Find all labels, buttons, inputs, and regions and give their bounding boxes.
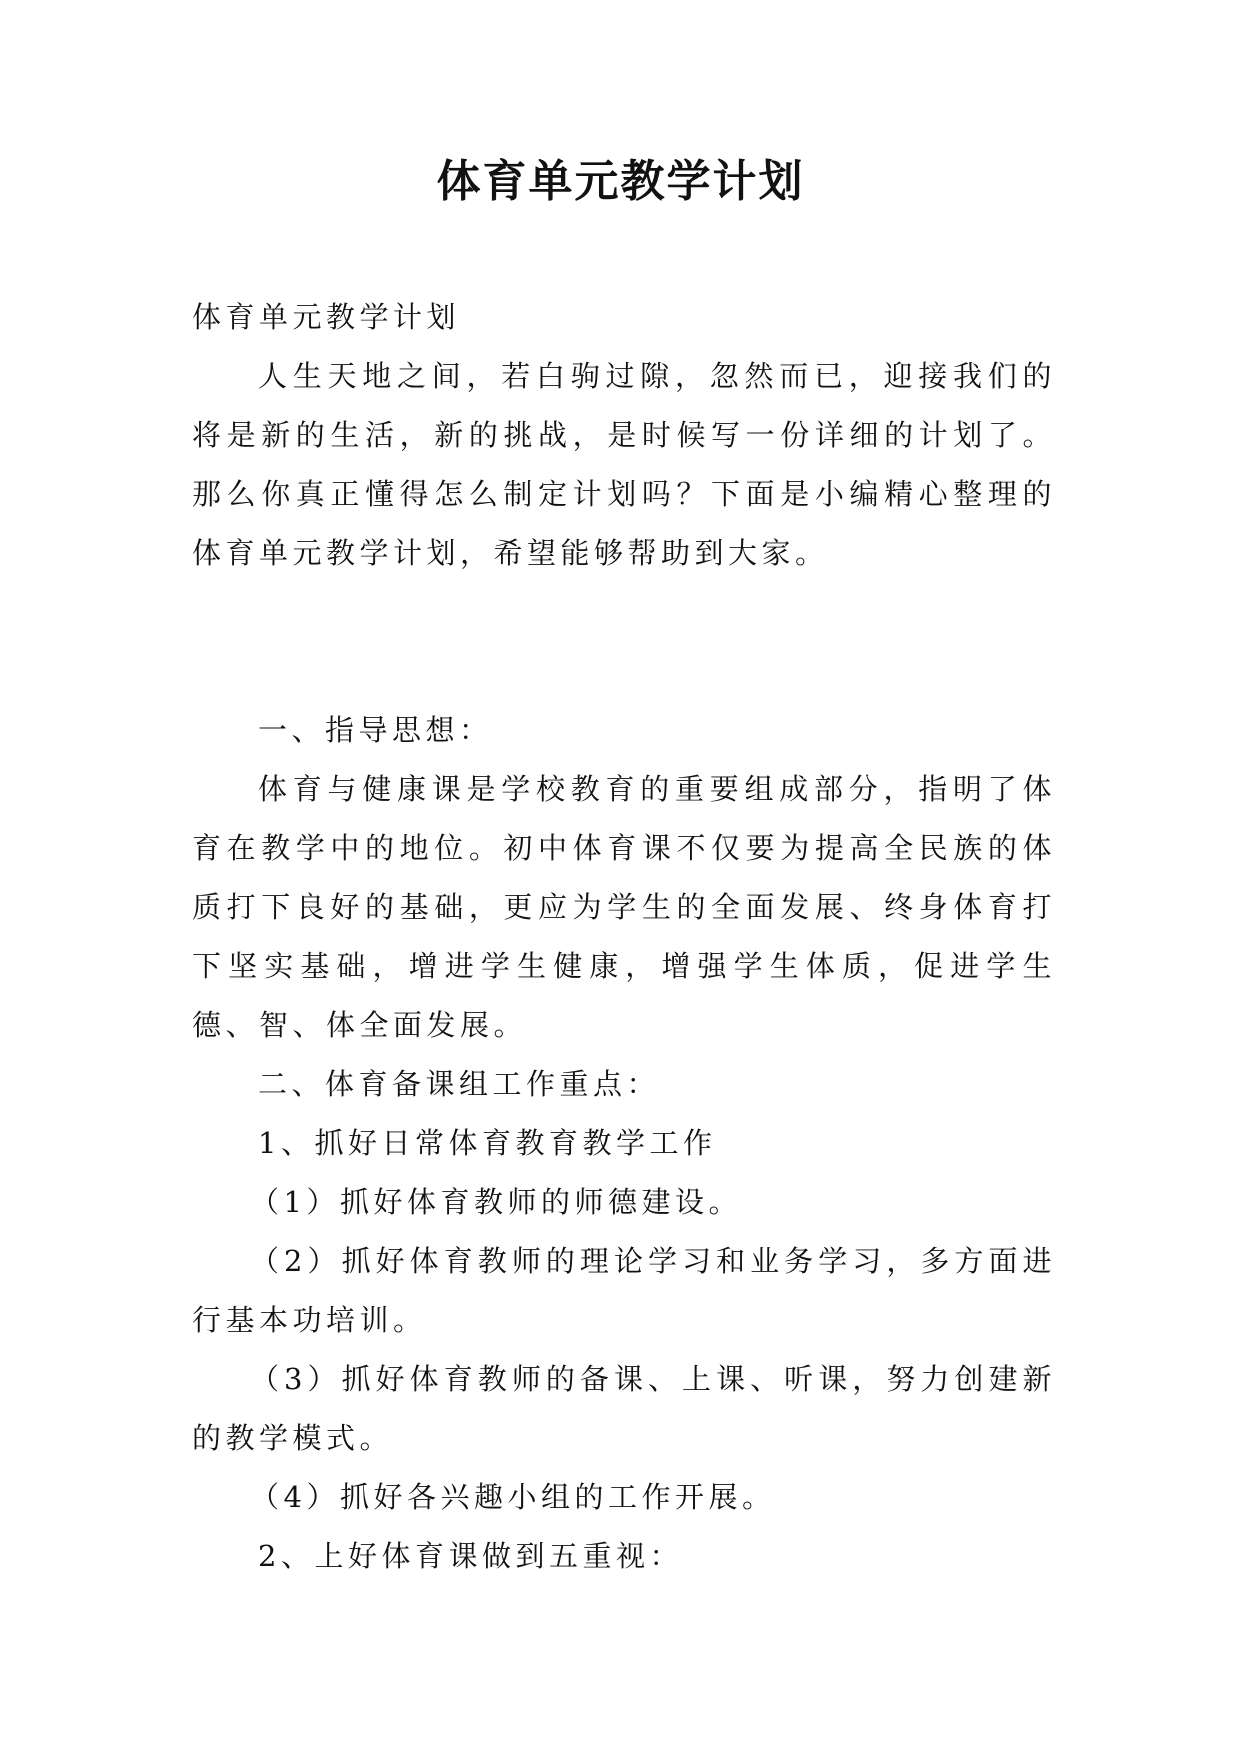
document-title: 体育单元教学计划 [436, 156, 805, 207]
list-item-2: 2、上好体育课做到五重视： [258, 1539, 683, 1573]
sub-item-3: （3）抓好体育教师的备课、上课、听课，努力创建新的教学模式。 [192, 1362, 1056, 1455]
sub-item-2: （2）抓好体育教师的理论学习和业务学习，多方面进行基本功培训。 [192, 1244, 1056, 1337]
paragraph-gap [192, 583, 1056, 701]
subtitle-paragraph: 体育单元教学计划 [192, 300, 461, 334]
section-heading-2: 二、体育备课组工作重点： [258, 1067, 661, 1101]
section-heading-1: 一、指导思想： [258, 713, 493, 747]
document-body [192, 288, 1056, 1586]
sub-item-1: （1）抓好体育教师的师德建设。 [250, 1185, 742, 1219]
sub-item-4: （4）抓好各兴趣小组的工作开展。 [250, 1480, 776, 1514]
intro-paragraph: 人生天地之间，若白驹过隙，忽然而已，迎接我们的将是新的生活，新的挑战，是时候写一份详细的计划了。那么你真正懂得怎么制定计划吗？下面是小编精心整理的体育单元教学计划，希望能够帮助到大家。 [192, 359, 1056, 570]
list-item-1: 1、抓好日常体育教育教学工作 [258, 1126, 717, 1160]
guiding-thought-paragraph: 体育与健康课是学校教育的重要组成部分，指明了体育在教学中的地位。初中体育课不仅要为提高全民族的体质打下良好的基础，更应为学生的全面发展、终身体育打下坚实基础，增进学生健康，增强学生体质，促进学生德、智、体全面发展。 [192, 772, 1056, 1042]
